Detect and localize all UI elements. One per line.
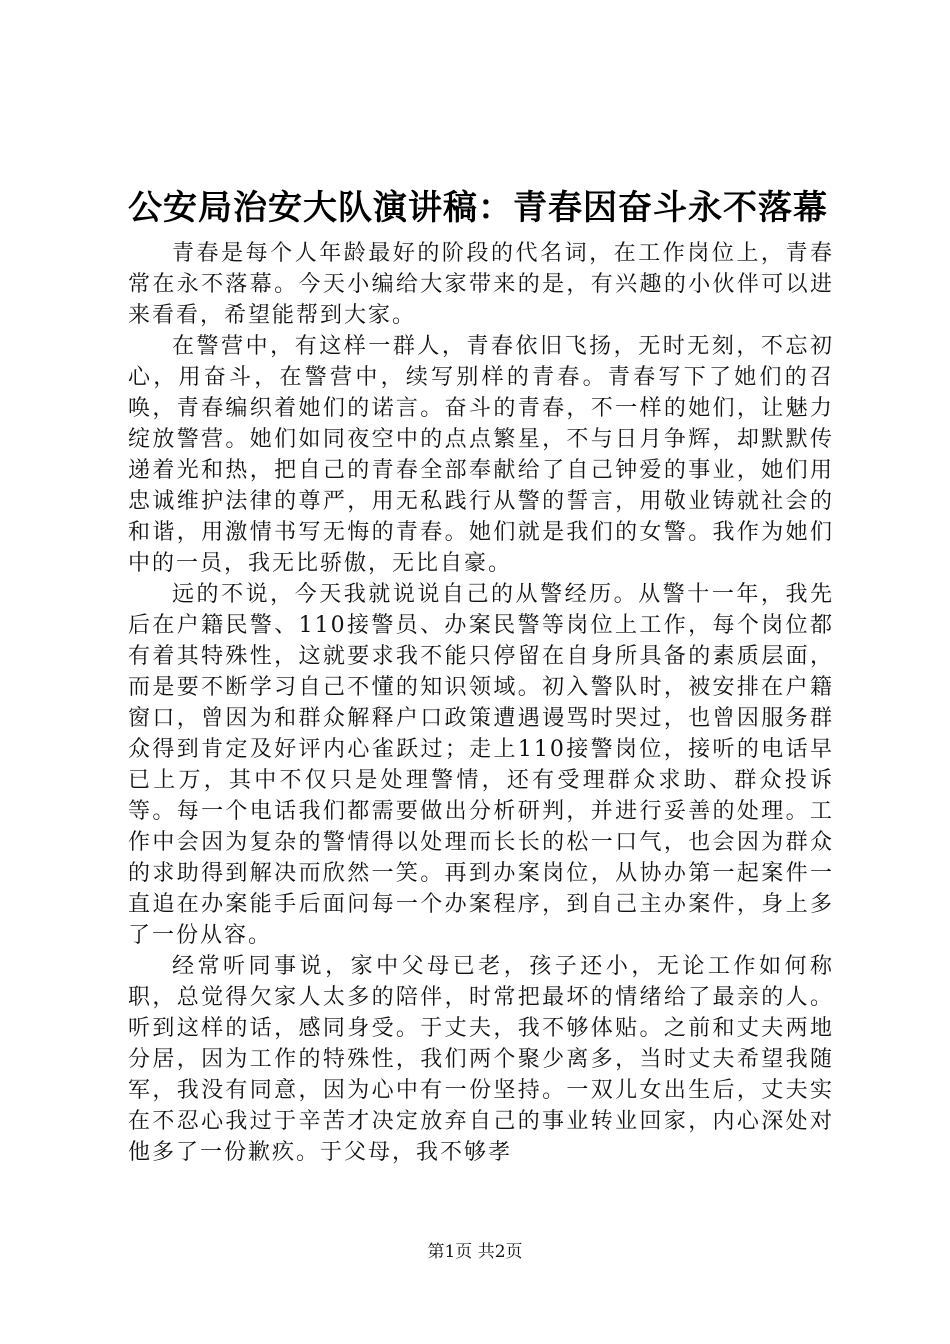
document-body [128,238,834,1168]
paragraph-intro: 青春是每个人年龄最好的阶段的代名词，在工作岗位上，青春常在永不落幕。今天小编给大家带来的是，有兴趣的小伙伴可以进来看看，希望能帮到大家。 [128,241,834,328]
paragraph-family: 经常听同事说，家中父母已老，孩子还小，无论工作如何称职，总觉得欠家人太多的陪伴，时常把最坏的情绪给了最亲的人。听到这样的话，感同身受。于丈夫，我不够体贴。之前和丈夫两地分居，因为工作的特殊性，我们两个聚少离多，当时丈夫希望我随军，我没有同意，因为心中有一份坚持。一双儿女出生后，丈夫实在不忍心我过于辛苦才决定放弃自己的事业转业回家，内心深处对他多了一份歉疚。于父母，我不够孝 [128,954,834,1165]
paragraph-police-camp: 在警营中，有这样一群人，青春依旧飞扬，无时无刻，不忘初心，用奋斗，在警营中，续写别样的青春。青春写下了她们的召唤，青春编织着她们的诺言。奋斗的青春，不一样的她们，让魅力绽放警营。她们如同夜空中的点点繁星，不与日月争辉，却默默传递着光和热，把自己的青春全部奉献给了自己钟爱的事业，她们用忠诚维护法律的尊严，用无私践行从警的誓言，用敬业铸就社会的和谐，用激情书写无悔的青春。她们就是我们的女警。我作为她们中的一员，我无比骄傲，无比自豪。 [128,334,834,576]
document-title: 公安局治安大队演讲稿：青春因奋斗永不落幕 [128,188,828,228]
paragraph-experience: 远的不说，今天我就说说自己的从警经历。从警十一年，我先后在户籍民警、110接警员、办案民警等岗位上工作，每个岗位都有着其特殊性，这就要求我不能只停留在自身所具备的素质层面，而是要不断学习自己不懂的知识领域。初入警队时，被安排在户籍窗口，曾因为和群众解释户口政策遭遇谩骂时哭过，也曾因服务群众得到肯定及好评内心雀跃过；走上110接警岗位，接听的电话早已上万，其中不仅只是处理警情，还有受理群众求助、群众投诉等。每一个电话我们都需要做出分析研判，并进行妥善的处理。工作中会因为复杂的警情得以处理而长长的松一口气，也会因为群众的求助得到解决而欣然一笑。再到办案岗位，从协办第一起案件一直追在办案能手后面问每一个办案程序，到自己主办案件，身上多了一份从容。 [128,582,834,948]
page-footer: 第1页 共2页 [427,1242,523,1262]
